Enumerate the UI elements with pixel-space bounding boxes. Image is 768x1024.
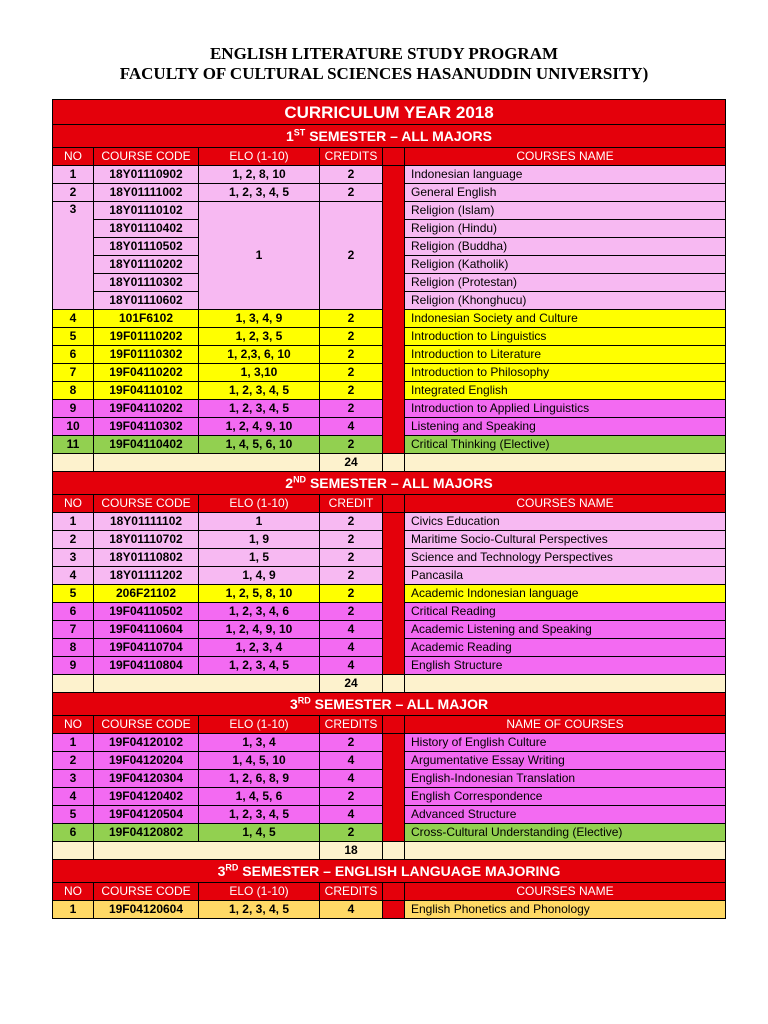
header-course-name: COURSES NAME — [405, 495, 726, 513]
credits-total: 24 — [320, 675, 383, 693]
course-code: 18Y01110502 — [94, 238, 199, 256]
semester-number: 3 — [217, 862, 226, 879]
course-elo: 1, 2, 3, 4, 5 — [199, 400, 320, 418]
empty-cell — [53, 454, 94, 472]
red-divider-cell — [383, 734, 405, 842]
course-no: 7 — [53, 364, 94, 382]
semester-label: SEMESTER – ALL MAJORS — [305, 127, 493, 144]
empty-cell — [94, 675, 320, 693]
red-divider-cell — [383, 513, 405, 675]
course-name: Academic Indonesian language — [405, 585, 726, 603]
course-code: 18Y01110902 — [94, 166, 199, 184]
empty-cell — [94, 454, 320, 472]
course-code: 19F04120604 — [94, 901, 199, 919]
credits-total-row — [53, 842, 726, 860]
course-name: Indonesian language — [405, 166, 726, 184]
semester-title — [53, 860, 726, 883]
course-code: 19F04110402 — [94, 436, 199, 454]
course-credits: 2 — [320, 824, 383, 842]
semester-banner — [53, 472, 726, 495]
empty-cell — [383, 675, 405, 693]
course-no: 5 — [53, 585, 94, 603]
course-credits: 2 — [320, 513, 383, 531]
course-name: Introduction to Philosophy — [405, 364, 726, 382]
course-credits: 2 — [320, 603, 383, 621]
course-name: Listening and Speaking — [405, 418, 726, 436]
header-credits: CREDIT — [320, 495, 383, 513]
course-no: 3 — [53, 770, 94, 788]
course-name: Religion (Katholik) — [405, 256, 726, 274]
course-credits: 2 — [320, 310, 383, 328]
curriculum-title: CURRICULUM YEAR 2018 — [53, 100, 726, 125]
semester-ordinal: RD — [297, 694, 311, 705]
course-name: General English — [405, 184, 726, 202]
semester-ordinal: RD — [225, 861, 239, 872]
course-name: Academic Listening and Speaking — [405, 621, 726, 639]
course-no: 8 — [53, 382, 94, 400]
course-row — [53, 166, 726, 184]
course-name: Civics Education — [405, 513, 726, 531]
course-code: 19F04110102 — [94, 382, 199, 400]
course-code: 18Y01110602 — [94, 292, 199, 310]
header-course-name: COURSES NAME — [405, 883, 726, 901]
column-header-row — [53, 716, 726, 734]
empty-cell — [405, 842, 726, 860]
course-credits: 2 — [320, 202, 383, 310]
course-credits: 4 — [320, 901, 383, 919]
course-code: 18Y01110702 — [94, 531, 199, 549]
course-name: Indonesian Society and Culture — [405, 310, 726, 328]
course-elo: 1, 2, 3, 5 — [199, 328, 320, 346]
course-code: 19F04120802 — [94, 824, 199, 842]
empty-cell — [53, 842, 94, 860]
empty-cell — [383, 842, 405, 860]
course-elo: 1, 2, 3, 4, 5 — [199, 901, 320, 919]
course-name: Academic Reading — [405, 639, 726, 657]
semester-banner — [53, 125, 726, 148]
course-elo: 1, 4, 9 — [199, 567, 320, 585]
course-credits: 4 — [320, 770, 383, 788]
header-course-code: COURSE CODE — [94, 148, 199, 166]
course-credits: 2 — [320, 567, 383, 585]
empty-cell — [53, 675, 94, 693]
course-name: Introduction to Applied Linguistics — [405, 400, 726, 418]
course-no: 1 — [53, 166, 94, 184]
semester-ordinal: ST — [293, 126, 306, 137]
course-code: 19F01110202 — [94, 328, 199, 346]
course-code: 18Y01110102 — [94, 202, 199, 220]
course-elo: 1, 2, 6, 8, 9 — [199, 770, 320, 788]
semester-label: SEMESTER – ALL MAJORS — [306, 474, 493, 491]
course-name: Integrated English — [405, 382, 726, 400]
document-title-line-2: FACULTY OF CULTURAL SCIENCES HASANUDDIN UNIVERSITY) — [119, 64, 649, 83]
course-no: 1 — [53, 901, 94, 919]
semester-title — [53, 125, 726, 148]
course-no: 5 — [53, 806, 94, 824]
course-elo: 1, 2, 3, 4, 5 — [199, 382, 320, 400]
course-elo: 1, 2, 3, 4 — [199, 639, 320, 657]
course-name: Critical Reading — [405, 603, 726, 621]
course-elo: 1, 4, 5 — [199, 824, 320, 842]
empty-cell — [405, 454, 726, 472]
course-code: 18Y01110802 — [94, 549, 199, 567]
semester-banner — [53, 693, 726, 716]
course-row — [53, 513, 726, 531]
course-name: Religion (Buddha) — [405, 238, 726, 256]
course-no: 2 — [53, 531, 94, 549]
course-name: Argumentative Essay Writing — [405, 752, 726, 770]
course-code: 19F04110604 — [94, 621, 199, 639]
course-credits: 2 — [320, 585, 383, 603]
header-no: NO — [53, 148, 94, 166]
course-no: 2 — [53, 184, 94, 202]
course-name: Maritime Socio-Cultural Perspectives — [405, 531, 726, 549]
course-no: 2 — [53, 752, 94, 770]
red-divider-cell — [383, 166, 405, 454]
course-no: 11 — [53, 436, 94, 454]
course-code: 19F04110804 — [94, 657, 199, 675]
course-credits: 2 — [320, 734, 383, 752]
course-code: 19F04120304 — [94, 770, 199, 788]
course-code: 19F04110202 — [94, 400, 199, 418]
empty-cell — [94, 842, 320, 860]
course-name: Advanced Structure — [405, 806, 726, 824]
header-elo: ELO (1-10) — [199, 148, 320, 166]
course-code: 19F04120402 — [94, 788, 199, 806]
course-credits: 4 — [320, 639, 383, 657]
course-name: History of English Culture — [405, 734, 726, 752]
curriculum-table — [52, 99, 726, 919]
header-no: NO — [53, 495, 94, 513]
course-name: Religion (Hindu) — [405, 220, 726, 238]
header-course-code: COURSE CODE — [94, 883, 199, 901]
course-credits: 2 — [320, 531, 383, 549]
course-elo: 1, 9 — [199, 531, 320, 549]
course-code: 19F01110302 — [94, 346, 199, 364]
course-credits: 2 — [320, 400, 383, 418]
column-header-row — [53, 495, 726, 513]
header-credits: CREDITS — [320, 883, 383, 901]
credits-total: 18 — [320, 842, 383, 860]
course-code: 206F21102 — [94, 585, 199, 603]
course-elo: 1, 2, 3, 4, 5 — [199, 657, 320, 675]
course-elo: 1, 4, 5, 6, 10 — [199, 436, 320, 454]
red-divider-cell — [383, 495, 405, 513]
course-name: Pancasila — [405, 567, 726, 585]
course-name: English-Indonesian Translation — [405, 770, 726, 788]
course-no: 6 — [53, 603, 94, 621]
course-code: 18Y01110202 — [94, 256, 199, 274]
course-elo: 1, 2, 5, 8, 10 — [199, 585, 320, 603]
course-credits: 2 — [320, 436, 383, 454]
course-no: 4 — [53, 310, 94, 328]
course-credits: 4 — [320, 621, 383, 639]
course-code: 19F04110704 — [94, 639, 199, 657]
course-code: 18Y01111102 — [94, 513, 199, 531]
course-code: 19F04110202 — [94, 364, 199, 382]
semester-title — [53, 693, 726, 716]
course-credits: 4 — [320, 806, 383, 824]
header-credits: CREDITS — [320, 148, 383, 166]
course-credits: 2 — [320, 346, 383, 364]
header-course-name: COURSES NAME — [405, 148, 726, 166]
course-code: 18Y01110402 — [94, 220, 199, 238]
course-name: Religion (Islam) — [405, 202, 726, 220]
credits-total-row — [53, 675, 726, 693]
header-elo: ELO (1-10) — [199, 495, 320, 513]
header-credits: CREDITS — [320, 716, 383, 734]
course-elo: 1, 4, 5, 6 — [199, 788, 320, 806]
course-name: Religion (Khonghucu) — [405, 292, 726, 310]
course-no: 5 — [53, 328, 94, 346]
credits-total-row — [53, 454, 726, 472]
header-no: NO — [53, 883, 94, 901]
course-elo: 1, 2, 8, 10 — [199, 166, 320, 184]
semester-title — [53, 472, 726, 495]
course-elo: 1, 2, 3, 4, 5 — [199, 184, 320, 202]
semester-label: SEMESTER – ALL MAJOR — [310, 695, 489, 712]
header-course-code: COURSE CODE — [94, 716, 199, 734]
course-name: English Structure — [405, 657, 726, 675]
course-credits: 2 — [320, 328, 383, 346]
course-elo: 1, 2, 4, 9, 10 — [199, 621, 320, 639]
course-credits: 2 — [320, 382, 383, 400]
course-no: 8 — [53, 639, 94, 657]
course-name: Religion (Protestan) — [405, 274, 726, 292]
course-code: 18Y01111202 — [94, 567, 199, 585]
course-code: 101F6102 — [94, 310, 199, 328]
semester-banner — [53, 860, 726, 883]
course-elo: 1 — [199, 513, 320, 531]
header-course-code: COURSE CODE — [94, 495, 199, 513]
semester-number: 3 — [289, 695, 298, 712]
course-name: English Phonetics and Phonology — [405, 901, 726, 919]
course-elo: 1, 5 — [199, 549, 320, 567]
course-code: 19F04120204 — [94, 752, 199, 770]
course-elo: 1, 2, 3, 4, 5 — [199, 806, 320, 824]
column-header-row — [53, 148, 726, 166]
course-code: 18Y01110302 — [94, 274, 199, 292]
course-credits: 4 — [320, 657, 383, 675]
empty-cell — [383, 454, 405, 472]
course-code: 19F04120504 — [94, 806, 199, 824]
course-no: 7 — [53, 621, 94, 639]
course-elo: 1, 3, 4 — [199, 734, 320, 752]
course-no: 4 — [53, 788, 94, 806]
course-elo: 1, 2, 3, 4, 6 — [199, 603, 320, 621]
course-credits: 2 — [320, 788, 383, 806]
course-row — [53, 901, 726, 919]
course-code: 18Y01111002 — [94, 184, 199, 202]
header-no: NO — [53, 716, 94, 734]
course-name: English Correspondence — [405, 788, 726, 806]
empty-cell — [405, 675, 726, 693]
red-divider-cell — [383, 716, 405, 734]
course-elo: 1, 2,3, 6, 10 — [199, 346, 320, 364]
course-no: 1 — [53, 734, 94, 752]
course-credits: 4 — [320, 418, 383, 436]
course-no: 1 — [53, 513, 94, 531]
course-credits: 2 — [320, 166, 383, 184]
credits-total: 24 — [320, 454, 383, 472]
course-row — [53, 734, 726, 752]
course-no: 9 — [53, 400, 94, 418]
course-code: 19F04120102 — [94, 734, 199, 752]
course-elo: 1, 3, 4, 9 — [199, 310, 320, 328]
course-credits: 2 — [320, 184, 383, 202]
course-name: Introduction to Linguistics — [405, 328, 726, 346]
red-divider-cell — [383, 148, 405, 166]
semester-number: 2 — [285, 474, 294, 491]
header-elo: ELO (1-10) — [199, 883, 320, 901]
course-no: 9 — [53, 657, 94, 675]
course-code: 19F04110302 — [94, 418, 199, 436]
course-credits: 2 — [320, 364, 383, 382]
red-divider-cell — [383, 883, 405, 901]
course-elo: 1, 4, 5, 10 — [199, 752, 320, 770]
column-header-row — [53, 883, 726, 901]
course-elo: 1, 2, 4, 9, 10 — [199, 418, 320, 436]
header-elo: ELO (1-10) — [199, 716, 320, 734]
course-elo: 1 — [199, 202, 320, 310]
course-name: Science and Technology Perspectives — [405, 549, 726, 567]
course-credits: 4 — [320, 752, 383, 770]
semester-label: SEMESTER – ENGLISH LANGUAGE MAJORING — [238, 862, 561, 879]
course-name: Introduction to Literature — [405, 346, 726, 364]
course-no: 10 — [53, 418, 94, 436]
curriculum-title-row — [53, 100, 726, 125]
course-elo: 1, 3,10 — [199, 364, 320, 382]
course-no: 4 — [53, 567, 94, 585]
header-course-name: NAME OF COURSES — [405, 716, 726, 734]
course-no: 3 — [53, 202, 94, 310]
course-no: 6 — [53, 824, 94, 842]
semester-number: 1 — [286, 127, 294, 144]
red-divider-cell — [383, 901, 405, 919]
course-no: 6 — [53, 346, 94, 364]
course-name: Cross-Cultural Understanding (Elective) — [405, 824, 726, 842]
course-credits: 2 — [320, 549, 383, 567]
semester-ordinal: ND — [293, 473, 307, 484]
course-code: 19F04110502 — [94, 603, 199, 621]
document-title-line-1: ENGLISH LITERATURE STUDY PROGRAM — [209, 44, 559, 63]
course-no: 3 — [53, 549, 94, 567]
course-name: Critical Thinking (Elective) — [405, 436, 726, 454]
